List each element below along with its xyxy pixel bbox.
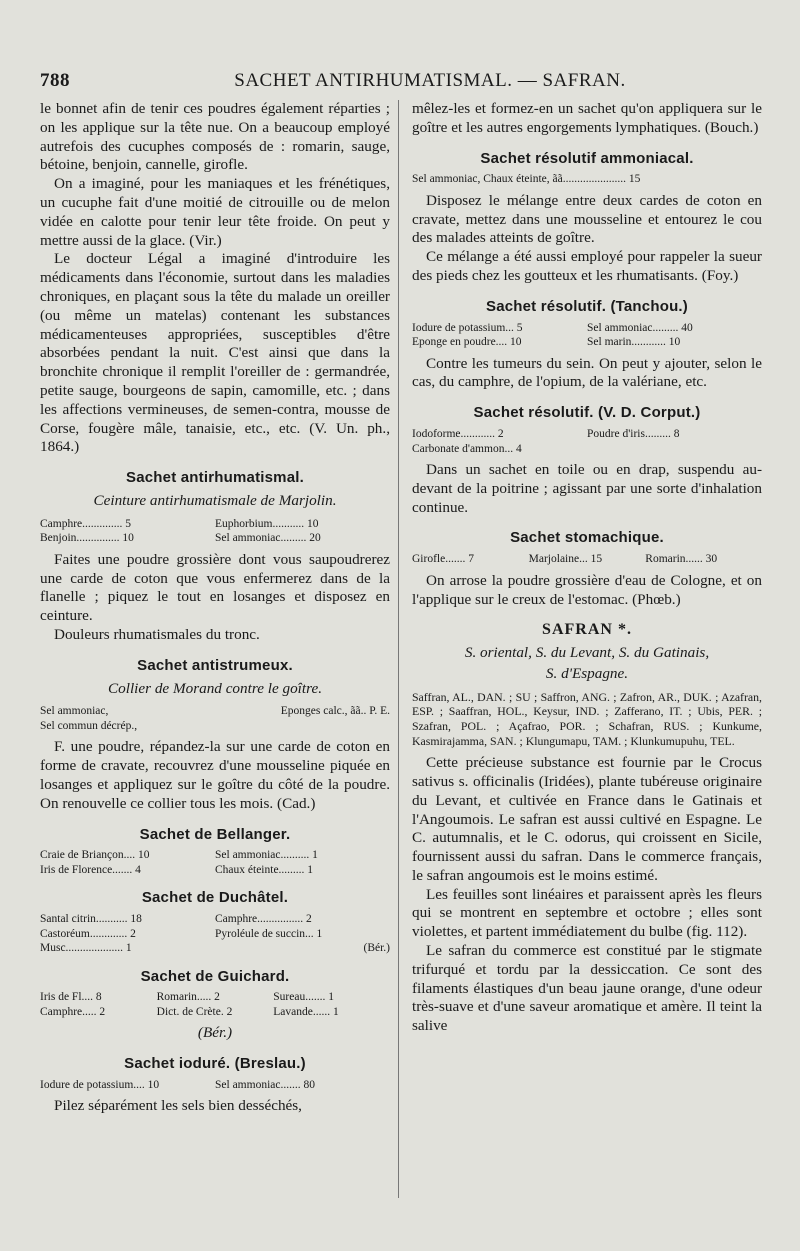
ingredient: Poudre d'iris......... 8	[587, 428, 680, 441]
paragraph: Le safran du commerce est constitué par le stigmate trifurqué et tordu par la dessiccation. Ce sont des filaments élastiques d'un beau jaune orange, d'une odeur très-suave et d'une saveur aromatique et amère. Il teint la salive	[412, 942, 762, 1035]
paragraph: On a imaginé, pour les maniaques et les frénétiques, un cucuphe fait d'une moitié de citrouille ou de melon vidée en calotte pour tenir leur tête froide. On peut y mettre aussi de la glace. (Vir.)	[40, 175, 390, 249]
ingredient: Camphre................ 2	[215, 913, 312, 926]
ingredient: Sel ammoniac.......... 1	[215, 849, 318, 862]
paragraph: Les feuilles sont linéaires et paraissent après les fleurs qui se montrent en septembre et octobre ; elles sont violettes, et partent immédiatement du bulbe (fig. 112).	[412, 885, 762, 941]
reference: (Bér.)	[363, 942, 390, 955]
ingredient: Lavande...... 1	[273, 1005, 339, 1018]
paragraph: mêlez-les et formez-en un sachet qu'on appliquera sur le goître et les autres engorgements lymphatiques. (Bouch.)	[412, 100, 762, 136]
section-subtitle: Ceinture antirhumatismale de Marjolin.	[93, 491, 337, 509]
ingredient: Marjolaine... 15	[528, 553, 603, 566]
ingredient: Iris de Florence....... 4	[40, 863, 141, 876]
section-title: Sachet de Duchâtel.	[141, 889, 289, 907]
page-header	[36, 66, 764, 96]
right-column	[412, 100, 762, 1036]
section-title: Sachet ioduré. (Breslau.)	[124, 1055, 306, 1073]
ingredient: Sureau....... 1	[273, 991, 334, 1004]
section-title: Sachet de Guichard.	[140, 967, 290, 985]
paragraph: Faites une poudre grossière dont vous saupoudrerez une carde de coton que vous enfermerez dans de la flanelle ; piquez le tout en losanges et disposez en ceinture.	[40, 550, 390, 625]
ingredient: Iodure de potassium... 5	[412, 321, 523, 334]
ingredient: Eponges calc., ãã.. P. E.	[280, 705, 390, 718]
ingredient: Sel ammoniac, Chaux éteinte, ãã...................... 15	[412, 173, 641, 186]
ingredient: Santal citrin........... 18	[40, 913, 142, 926]
ingredient: Iris de Fl.... 8	[40, 991, 102, 1004]
paragraph: Ce mélange a été aussi employé pour rappeler la sueur des pieds chez les goutteux et les rhumatisants. (Foy.)	[412, 248, 762, 285]
section-title: Sachet antistrumeux.	[137, 656, 293, 674]
ingredient-list	[412, 172, 762, 187]
column-divider	[398, 100, 399, 1198]
ingredient: Sel commun décrép.,	[40, 719, 138, 732]
ingredient: Musc.................... 1	[40, 942, 132, 955]
ingredient-list	[40, 990, 390, 1019]
ingredient: Pyroléule de succin... 1	[215, 927, 323, 940]
section-title: Sachet résolutif. (Tanchou.)	[485, 297, 688, 315]
running-title: SACHET ANTIRHUMATISMAL. — SAFRAN.	[234, 70, 626, 91]
reference: (Bér.)	[197, 1024, 233, 1042]
ingredient: Euphorbium........... 10	[215, 517, 319, 530]
section-title: SAFRAN *.	[542, 621, 632, 639]
section-title: Sachet résolutif ammoniacal.	[480, 149, 694, 167]
paragraph: Douleurs rhumatismales du tronc.	[54, 625, 260, 643]
paragraph: le bonnet afin de tenir ces poudres également réparties ; on les applique sur la tête nue. On a beaucoup employé autrefois des cucuphes composés de : romarin, sauge, bétoine, benjoin, cannelle, girofle.	[40, 100, 390, 174]
ingredient: Iodoforme............ 2	[412, 428, 504, 441]
paragraph: Dans un sachet en toile ou en drap, suspendu au-devant de la poitrine ; agissant par une sorte d'inhalation continue.	[412, 461, 762, 516]
ingredient-list	[40, 704, 390, 733]
ingredient: Craie de Briançon.... 10	[40, 849, 150, 862]
ingredient-list	[412, 321, 762, 350]
ingredient: Dict. de Crète. 2	[156, 1005, 233, 1018]
left-column	[40, 100, 390, 1116]
ingredient-list	[412, 427, 762, 456]
ingredient-list	[40, 1078, 390, 1093]
section-title: Sachet de Bellanger.	[139, 825, 291, 843]
ingredient: Sel ammoniac....... 80	[215, 1078, 315, 1091]
ingredient-list	[40, 517, 390, 546]
ingredient: Camphre.............. 5	[40, 517, 132, 530]
paragraph: F. une poudre, répandez-la sur une carde de coton en forme de cravate, recouvrez d'une mousseline piquée en losanges et appliquez sur le goître du côté de la poudre. On renouvelle ce collier tous les mois. (Cad.)	[40, 738, 390, 812]
ingredient: Eponge en poudre.... 10	[412, 336, 522, 349]
ingredient: Sel ammoniac......... 40	[587, 321, 693, 334]
paragraph: Disposez le mélange entre deux cardes de coton en cravate, mettez dans une mousseline et entourez le cou des malades atteints de goître.	[412, 191, 762, 247]
paragraph: Pilez séparément les sels bien desséchés,	[54, 1097, 302, 1115]
ingredient: Girofle....... 7	[412, 553, 474, 566]
page-number: 788	[40, 70, 70, 91]
synonyms: Saffran, AL., DAN. ; SU ; Saffron, ANG. ; Zafron, AR., DUK. ; Azafran, ESP. ; Saaffran, HOL., Keysur, IND. ; Zafferano, IT. ; Ubis, PER. ; Szafran, POL. ; Açafrao, POR. ; Schafran, RUS. ; Kunkume, Kasmirajamma, SAN. ; Klungumapu, TAM. ; Klunkumupuhu, TEL.	[412, 689, 762, 748]
ingredient: Castoréum............. 2	[40, 927, 136, 940]
ingredient: Sel ammoniac,	[40, 705, 109, 718]
section-subtitle: S. oriental, S. du Levant, S. du Gatinais,	[464, 644, 710, 662]
ingredient: Benjoin............... 10	[40, 532, 134, 545]
paragraph: Contre les tumeurs du sein. On peut y ajouter, selon le cas, du camphre, de l'opium, de la valériane, etc.	[412, 354, 762, 391]
ingredient-list	[40, 912, 390, 956]
ingredient: Camphre..... 2	[40, 1005, 106, 1018]
ingredient: Iodure de potassium.... 10	[40, 1078, 160, 1091]
ingredient-list	[412, 552, 762, 567]
ingredient: Carbonate d'ammon... 4	[412, 442, 522, 455]
section-subtitle: Collier de Morand contre le goître.	[108, 679, 322, 697]
paragraph: Le docteur Légal a imaginé d'introduire les médicaments dans l'économie, surtout dans les maladies chroniques, en plaçant sous la tête du malade un oreiller (ou même un matelas) contenant les substances médicamenteuses appropriées, susceptibles d'être absorbées pendant la nuit. C'est ainsi que dans la bronchite chronique il remplit l'oreiller de : germandrée, petite sauge, bourgeons de sapin, camomille, etc. ; dans les affections vermineuses, de semen-contra, mousse de Corse, fougère mâle, tanaisie, etc., etc. (V. Un. ph., 1864.)	[40, 250, 390, 456]
ingredient: Sel ammoniac......... 20	[215, 532, 321, 545]
ingredient: Chaux éteinte......... 1	[215, 863, 314, 876]
section-title: Sachet stomachique.	[510, 529, 664, 547]
ingredient: Romarin...... 30	[645, 553, 718, 566]
paragraph: On arrose la poudre grossière d'eau de Cologne, et on l'applique sur le creux de l'estomac. (Phœb.)	[412, 571, 762, 608]
paragraph: Cette précieuse substance est fournie par le Crocus sativus s. officinalis (Iridées), plante tubéreuse originaire du Levant, et cultivée en France dans le Gatinais et l'Angoumois. Le safran est aussi cultivé en Espagne. Le C. autumnalis, et le C. odorus, qui croissent en Sicile, fournissent aussi du safran. Dans le commerce français, le safran angoumois est le moins estimé.	[412, 754, 762, 884]
section-title: Sachet antirhumatismal.	[126, 469, 304, 487]
ingredient: Romarin..... 2	[156, 991, 220, 1004]
ingredient-list	[40, 848, 390, 877]
section-subtitle: S. d'Espagne.	[545, 664, 629, 682]
ingredient: Sel marin............ 10	[587, 336, 681, 349]
section-title: Sachet résolutif. (V. D. Corput.)	[473, 404, 701, 422]
